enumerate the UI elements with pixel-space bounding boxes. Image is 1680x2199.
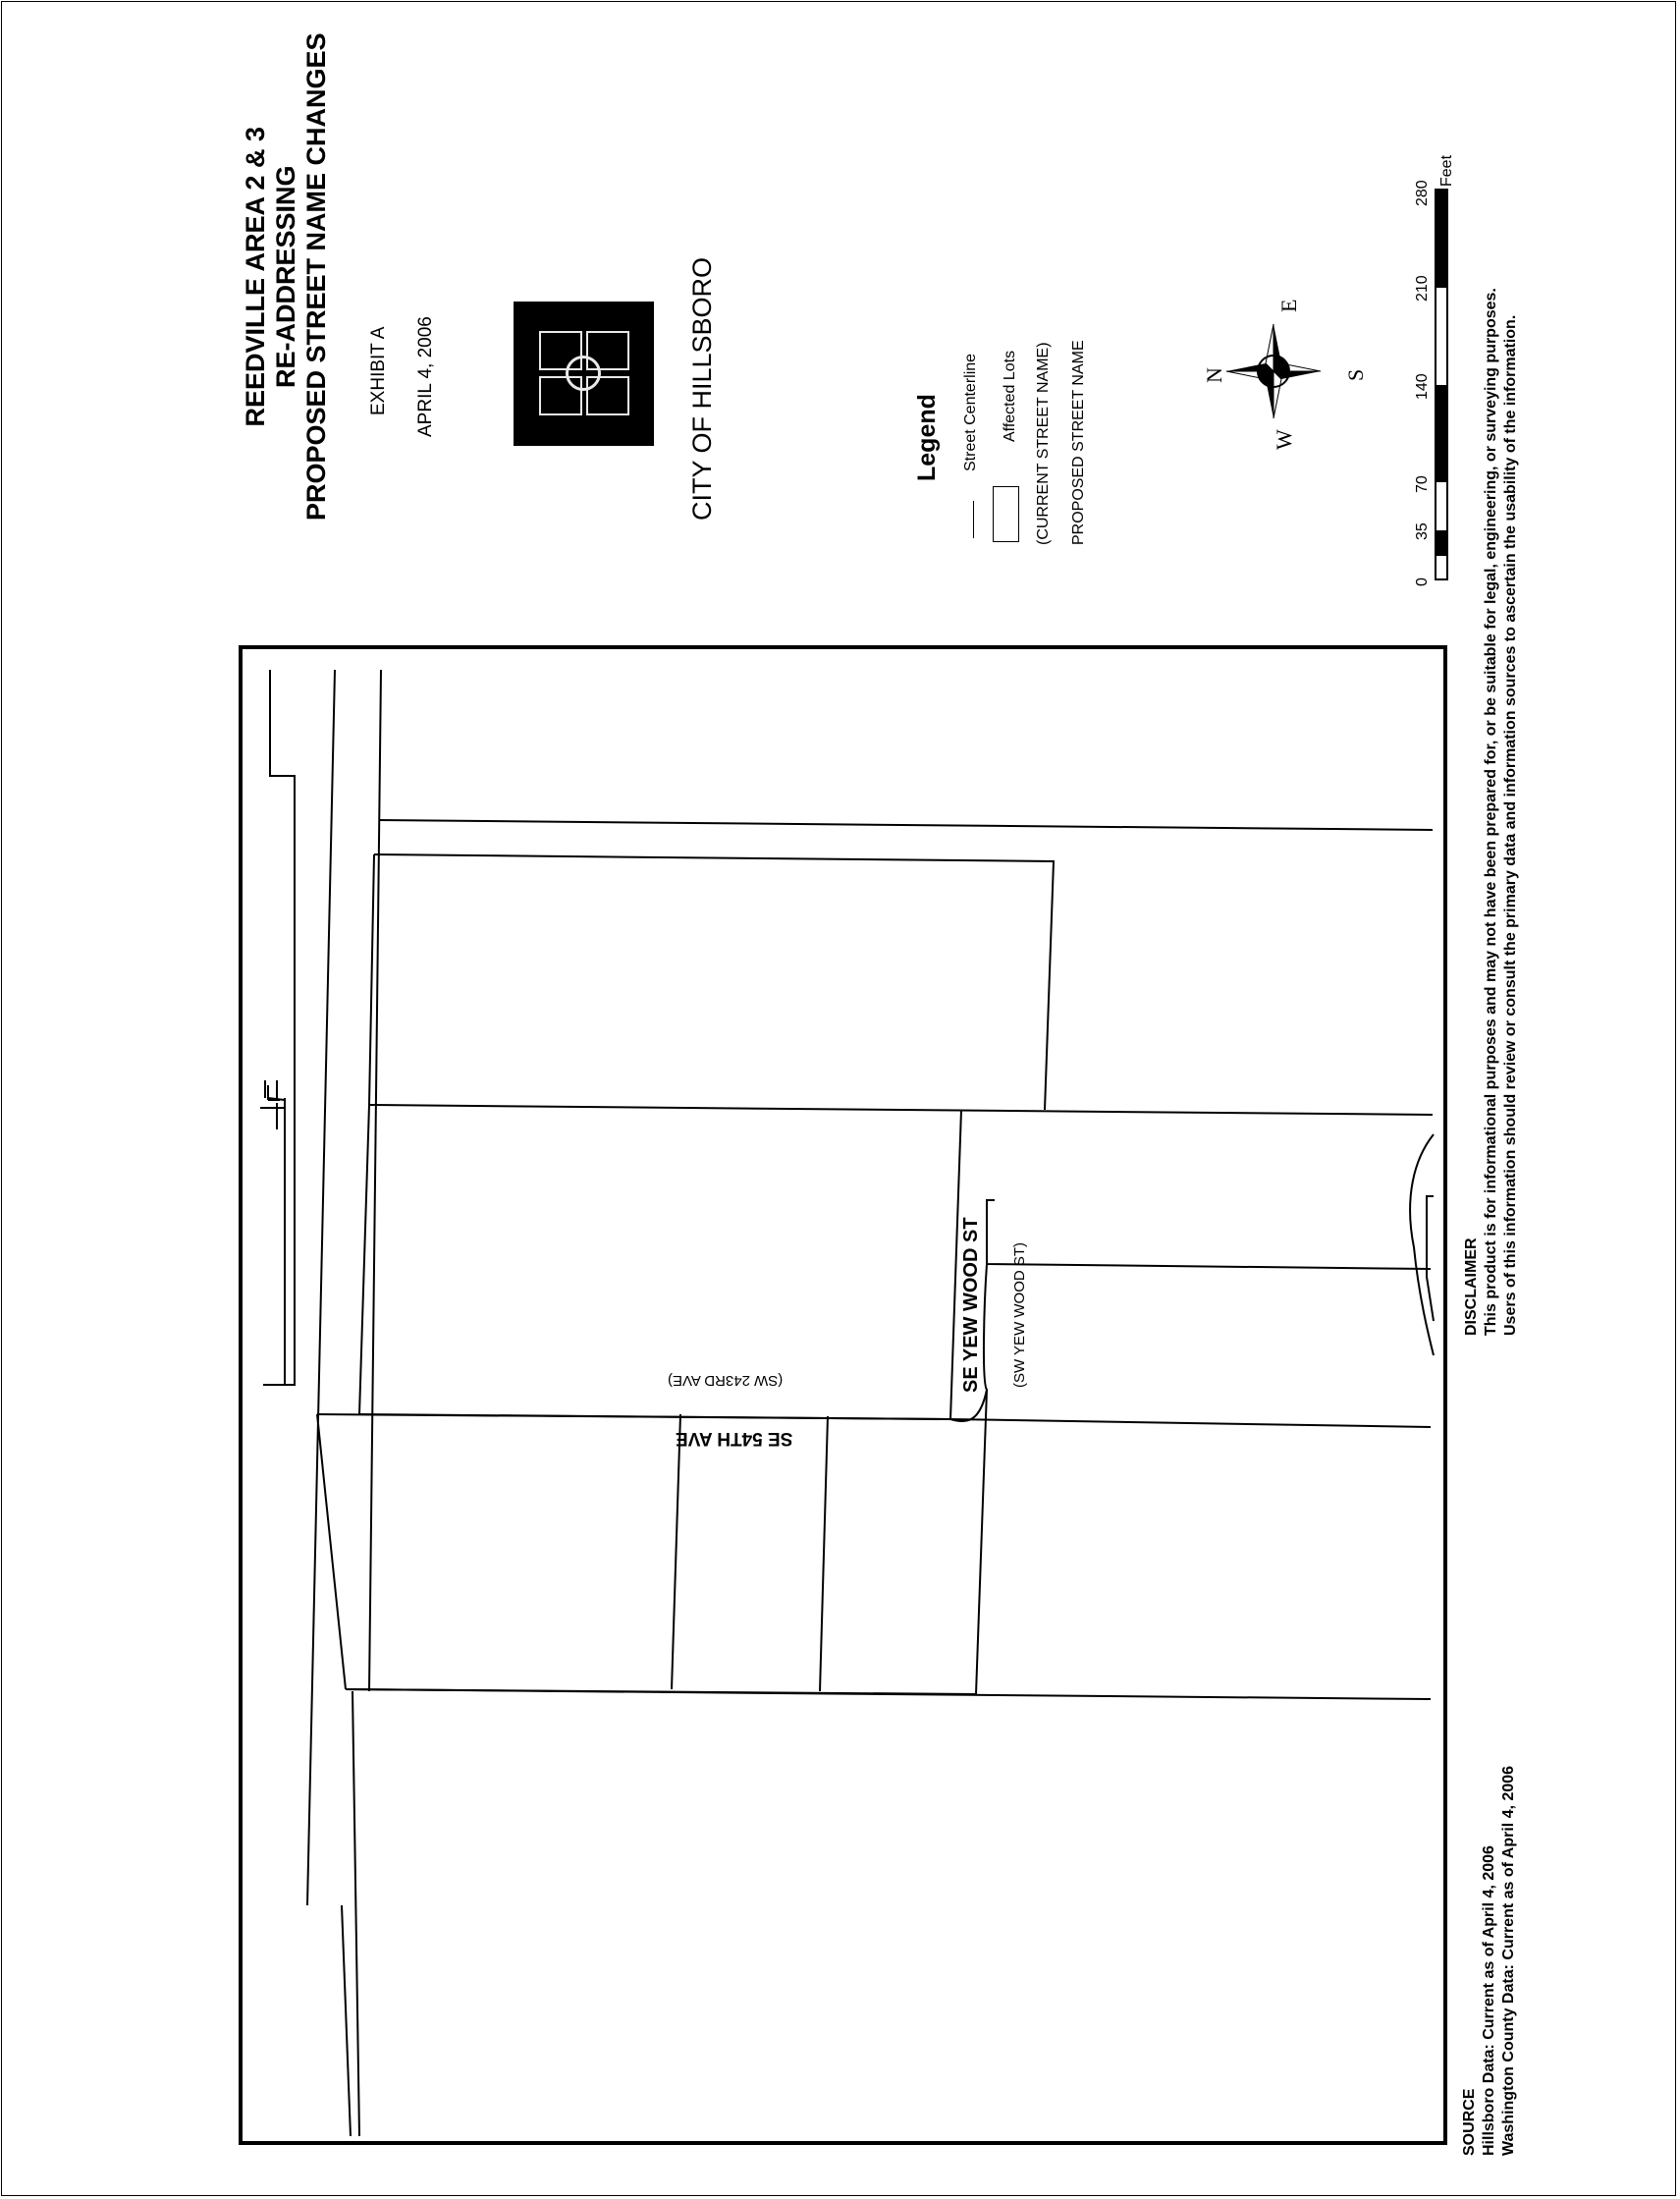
compass-s: S [1343, 368, 1368, 381]
legend-current-name: (CURRENT STREET NAME) [1035, 342, 1052, 545]
street-label-se-yew-wood-st: SE YEW WOOD ST [960, 1217, 982, 1393]
scale-tick-35: 35 [1414, 522, 1431, 540]
scale-tick-210: 210 [1414, 275, 1431, 302]
city-logo [514, 302, 654, 446]
source-line-2: Washington County Data: Current as of April 4, 2006 [1500, 1765, 1517, 2156]
title-line-1: REEDVILLE AREA 2 & 3 [241, 126, 270, 427]
scale-tick-140: 140 [1414, 373, 1431, 400]
map-date: APRIL 4, 2006 [415, 316, 436, 437]
legend-lots-symbol [993, 486, 1019, 542]
compass-e: E [1276, 299, 1301, 312]
city-name: CITY OF HILLSBORO [687, 256, 717, 521]
scale-tick-70: 70 [1414, 475, 1431, 493]
legend-centerline-label: Street Centerline [962, 353, 979, 471]
scale-tick-280: 280 [1414, 180, 1431, 206]
title-line-2: RE-ADDRESSING [271, 165, 300, 388]
street-label-se-54th-ave: SE 54TH AVE [676, 1428, 793, 1449]
disclaimer-line-2: Users of this information should review or consult the primary data and information sources to ascertain the usability of the information. [1502, 314, 1519, 1336]
legend-centerline-symbol [973, 501, 974, 538]
scale-tick-0: 0 [1414, 577, 1431, 586]
title-line-3: PROPOSED STREET NAME CHANGES [301, 32, 331, 521]
compass-w: W [1272, 429, 1296, 450]
legend-title: Legend [913, 394, 941, 481]
disclaimer-heading: DISCLAIMER [1463, 1237, 1480, 1336]
map-frame [239, 645, 1447, 2145]
scale-unit: Feet [1438, 154, 1455, 187]
legend-proposed-name: PROPOSED STREET NAME [1070, 340, 1087, 545]
street-label-sw-243rd-ave: (SW 243RD AVE) [668, 1372, 784, 1389]
street-label-sw-yew-wood-st: (SW YEW WOOD ST) [1011, 1241, 1028, 1388]
legend-lots-label: Affected Lots [1002, 350, 1018, 442]
map-title [241, 32, 332, 521]
disclaimer-line-1: This product is for informational purposes and may not have been prepared for, or be suitable for legal, engineering, or surveying purposes. [1483, 288, 1499, 1336]
compass-n: N [1202, 367, 1226, 383]
source-line-1: Hillsboro Data: Current as of April 4, 2006 [1481, 1845, 1497, 2156]
source-heading: SOURCE [1461, 2088, 1478, 2156]
exhibit-label: EXHIBIT A [368, 326, 389, 415]
